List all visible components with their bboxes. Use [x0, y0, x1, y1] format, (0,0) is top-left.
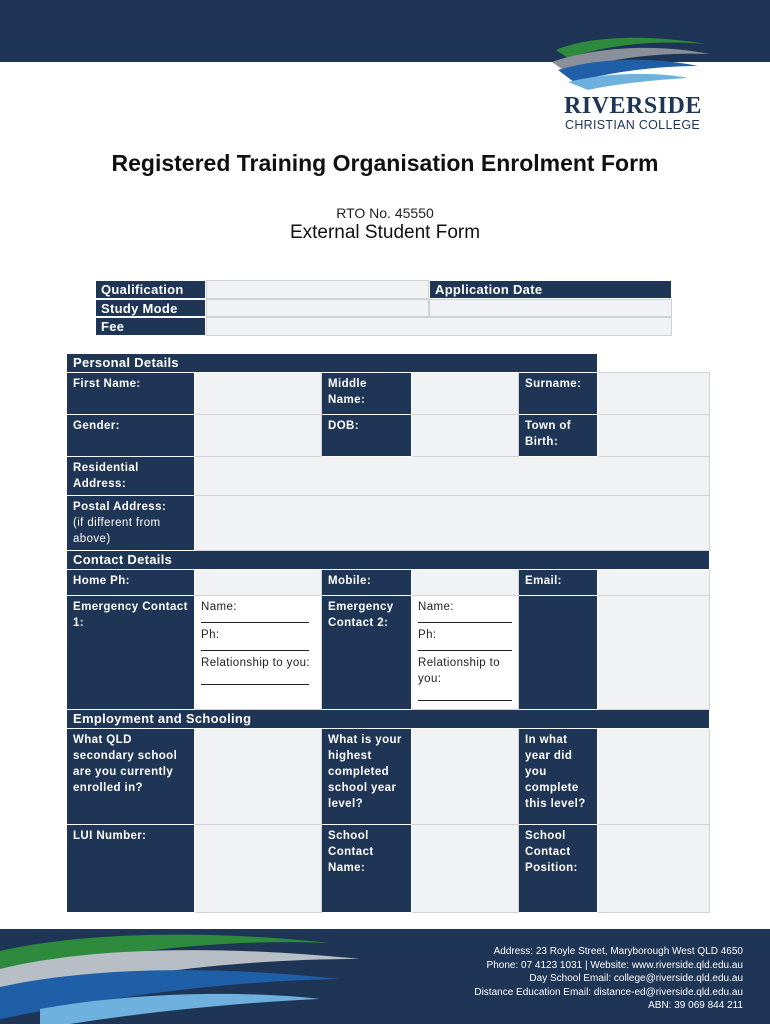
- application-date-label: Application Date: [429, 280, 672, 299]
- ec2-name-line[interactable]: [418, 615, 512, 623]
- highest-school-level-field[interactable]: [412, 729, 519, 825]
- residential-address-label: Residential Address:: [67, 457, 195, 496]
- emergency-contact-2-details[interactable]: [412, 596, 519, 710]
- college-logo: [548, 36, 718, 136]
- first-name-field[interactable]: [195, 373, 322, 415]
- study-mode-field[interactable]: [206, 299, 429, 317]
- school-contact-position-field[interactable]: [598, 825, 710, 913]
- emergency-contact-1-label: Emergency Contact 1:: [67, 596, 195, 710]
- mobile-label: Mobile:: [322, 570, 412, 596]
- employment-schooling-header: Employment and Schooling: [67, 710, 710, 729]
- home-phone-field[interactable]: [195, 570, 322, 596]
- footer-abn: ABN: 39 069 844 211: [648, 1000, 743, 1011]
- postal-address-title: Postal Address:: [73, 501, 167, 513]
- ec2-relationship-label: Relationship to you:: [418, 657, 501, 685]
- middle-name-field[interactable]: [412, 373, 519, 415]
- contact-details-header: Contact Details: [67, 551, 710, 570]
- footer-contact-info: [474, 945, 743, 1013]
- postal-address-note: (if different from above): [73, 517, 161, 545]
- ec1-phone-line[interactable]: [201, 643, 309, 651]
- form-title: Registered Training Organisation Enrolment Form: [111, 150, 659, 176]
- ec2-phone-line[interactable]: [418, 643, 512, 651]
- footer-waves-icon: [0, 929, 420, 1024]
- home-phone-label: Home Ph:: [67, 570, 195, 596]
- college-subtitle: CHRISTIAN COLLEGE: [565, 118, 700, 132]
- qld-secondary-school-label: What QLD secondary school are you currently enrolled in?: [67, 729, 195, 825]
- qualification-label: Qualification: [95, 280, 206, 299]
- emergency-contact-1-details[interactable]: [195, 596, 322, 710]
- gender-field[interactable]: [195, 415, 322, 457]
- residential-address-field[interactable]: [195, 457, 710, 496]
- surname-label: Surname:: [519, 373, 598, 415]
- middle-name-label: Middle Name:: [322, 373, 412, 415]
- school-contact-name-field[interactable]: [412, 825, 519, 913]
- ec1-name-line[interactable]: [201, 615, 309, 623]
- qld-secondary-school-field[interactable]: [195, 729, 322, 825]
- highest-school-level-label: What is your highest completed school year level?: [322, 729, 412, 825]
- ec1-name-label: Name:: [201, 601, 237, 613]
- qualification-field[interactable]: [206, 280, 429, 299]
- personal-details-header: Personal Details: [67, 354, 598, 373]
- year-completed-label: In what year did you complete this level?: [519, 729, 598, 825]
- emergency-contact-2-label: Emergency Contact 2:: [322, 596, 412, 710]
- town-of-birth-label: Town of Birth:: [519, 415, 598, 457]
- mobile-field[interactable]: [412, 570, 519, 596]
- dob-label: DOB:: [322, 415, 412, 457]
- ec1-phone-label: Ph:: [201, 629, 220, 641]
- footer-day-email: Day School Email: college@riverside.qld.edu.au: [529, 973, 743, 984]
- fee-field[interactable]: [206, 317, 672, 336]
- ec1-relationship-line[interactable]: [201, 677, 309, 685]
- study-mode-label: Study Mode: [95, 299, 206, 317]
- postal-address-label: [67, 496, 195, 551]
- form-subtitle: External Student Form: [289, 222, 481, 243]
- lui-number-field[interactable]: [195, 825, 322, 913]
- town-of-birth-field[interactable]: [598, 415, 710, 457]
- first-name-label: First Name:: [67, 373, 195, 415]
- school-contact-name-label: School Contact Name:: [322, 825, 412, 913]
- footer-phone-website: Phone: 07 4123 1031 | Website: www.riverside.qld.edu.au: [486, 959, 743, 971]
- email-field[interactable]: [598, 570, 710, 596]
- logo-waves-icon: [548, 36, 718, 94]
- fee-label: Fee: [95, 317, 206, 336]
- emergency-extra-field[interactable]: [598, 596, 710, 710]
- school-contact-position-label: School Contact Position:: [519, 825, 598, 913]
- ec2-phone-label: Ph:: [418, 629, 437, 641]
- year-completed-field[interactable]: [598, 729, 710, 825]
- postal-address-field[interactable]: [195, 496, 710, 551]
- dob-field[interactable]: [412, 415, 519, 457]
- college-name: RIVERSIDE: [564, 93, 702, 119]
- application-date-field[interactable]: [429, 299, 672, 317]
- surname-field[interactable]: [598, 373, 710, 415]
- email-label: Email:: [519, 570, 598, 596]
- footer-address: Address: 23 Royle Street, Maryborough West QLD 4650: [493, 946, 743, 957]
- footer: [0, 929, 770, 1024]
- ec2-relationship-line[interactable]: [418, 693, 512, 701]
- rto-number: RTO No. 45550: [336, 205, 434, 221]
- gender-label: Gender:: [67, 415, 195, 457]
- ec1-relationship-label: Relationship to you:: [201, 657, 311, 669]
- footer-distance-email: Distance Education Email: distance-ed@riverside.qld.edu.au: [474, 986, 743, 998]
- enrolment-table: [66, 353, 710, 913]
- lui-number-label: LUI Number:: [67, 825, 195, 913]
- emergency-blank-cell: [519, 596, 598, 710]
- header-blank: [598, 354, 710, 373]
- ec2-name-label: Name:: [418, 601, 454, 613]
